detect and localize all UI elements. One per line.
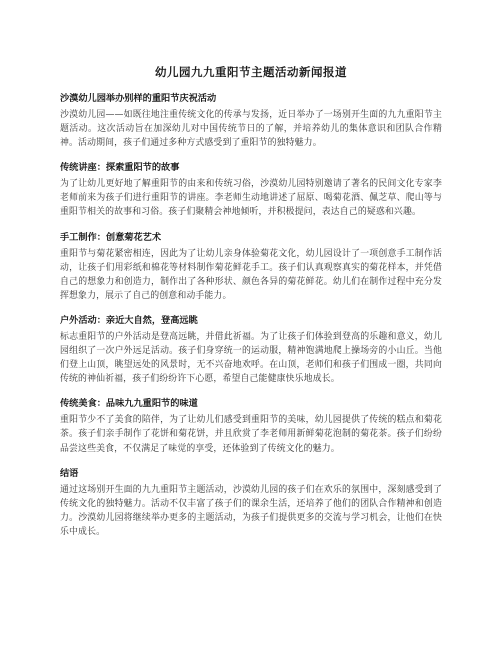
- section-body-outdoor: 标志重阳节的户外活动是登高远眺，并借此祈福。为了让孩子们体验到登高的乐趣和意义，幼儿园组织了一次户外远足活动。孩子们身穿统一的运动服，精神饱满地爬上操场旁的小山丘。当他们登上山顶，眺望远处的风景时，无不兴奋地欢呼。在山顶，老师们和孩子们围成一圈，共同向传统的神仙祈福，孩子们纷纷许下心愿，希望自己能健康快乐地成长。: [60, 331, 442, 385]
- section-heading-outdoor: 户外活动：亲近大自然，登高远眺: [60, 314, 198, 326]
- section-heading-food: 传统美食：品味九九重阳节的味道: [60, 398, 198, 410]
- document-subtitle: 沙漠幼儿园举办别样的重阳节庆祝活动: [60, 93, 217, 104]
- section-body-lecture: 为了让幼儿更好地了解重阳节的由来和传统习俗，沙漠幼儿园特别邀请了著名的民间文化专家李老师前来为孩子们进行重阳节的讲座。李老师生动地讲述了屈原、喝菊花酒、佩芝草、爬山等与重阳节相关的故事和习俗。孩子们聚精会神地倾听，并积极提问，表达自己的疑惑和兴趣。: [60, 179, 442, 218]
- intro-paragraph: 沙漠幼儿园——如既往地注重传统文化的传承与发扬，近日举办了一场别开生面的九九重阳节主题活动。这次活动旨在加深幼儿对中国传统节日的了解，并培养幼儿的集体意识和团队合作精神。活动期间，孩子们通过多种方式感受到了重阳节的独特魅力。: [60, 110, 442, 149]
- section-body-handcraft: 重阳节与菊花紧密相连，因此为了让幼儿亲身体验菊花文化，幼儿园设计了一项创意手工制作活动，让孩子们用彩纸和棉花等材料制作菊花鲜花手工。孩子们认真观察真实的菊花样本，并凭借自己的想象力和创造力，制作出了各种形状、颜色各异的菊花鲜花。幼儿们在制作过程中充分发挥想象力，展示了自己的创意和动手能力。: [60, 248, 442, 301]
- section-heading-lecture: 传统讲座：探索重阳节的故事: [60, 162, 180, 174]
- section-heading-conclusion: 结语: [60, 467, 79, 479]
- section-body-conclusion: 通过这场别开生面的九九重阳节主题活动，沙漠幼儿园的孩子们在欢乐的氛围中，深刻感受到了传统文化的独特魅力。活动不仅丰富了孩子们的课余生活，还培养了他们的团队合作精神和创造力。沙漠幼儿园将继续举办更多的主题活动，为孩子们提供更多的交流与学习机会，让他们在快乐中成长。: [60, 484, 442, 537]
- section-heading-handcraft: 手工制作：创意菊花艺术: [60, 231, 162, 243]
- document-title: 幼儿园九九重阳节主题活动新闻报道: [155, 65, 347, 79]
- section-body-food: 重阳节少不了美食的陪伴，为了让幼儿们感受到重阳节的美味，幼儿园提供了传统的糕点和菊花茶。孩子们亲手制作了花饼和菊花饼，并且欣赏了李老师用新鲜菊花泡制的菊花茶。孩子们纷纷品尝这些美食，不仅满足了味觉的享受，还体验到了传统文化的魅力。: [60, 415, 442, 454]
